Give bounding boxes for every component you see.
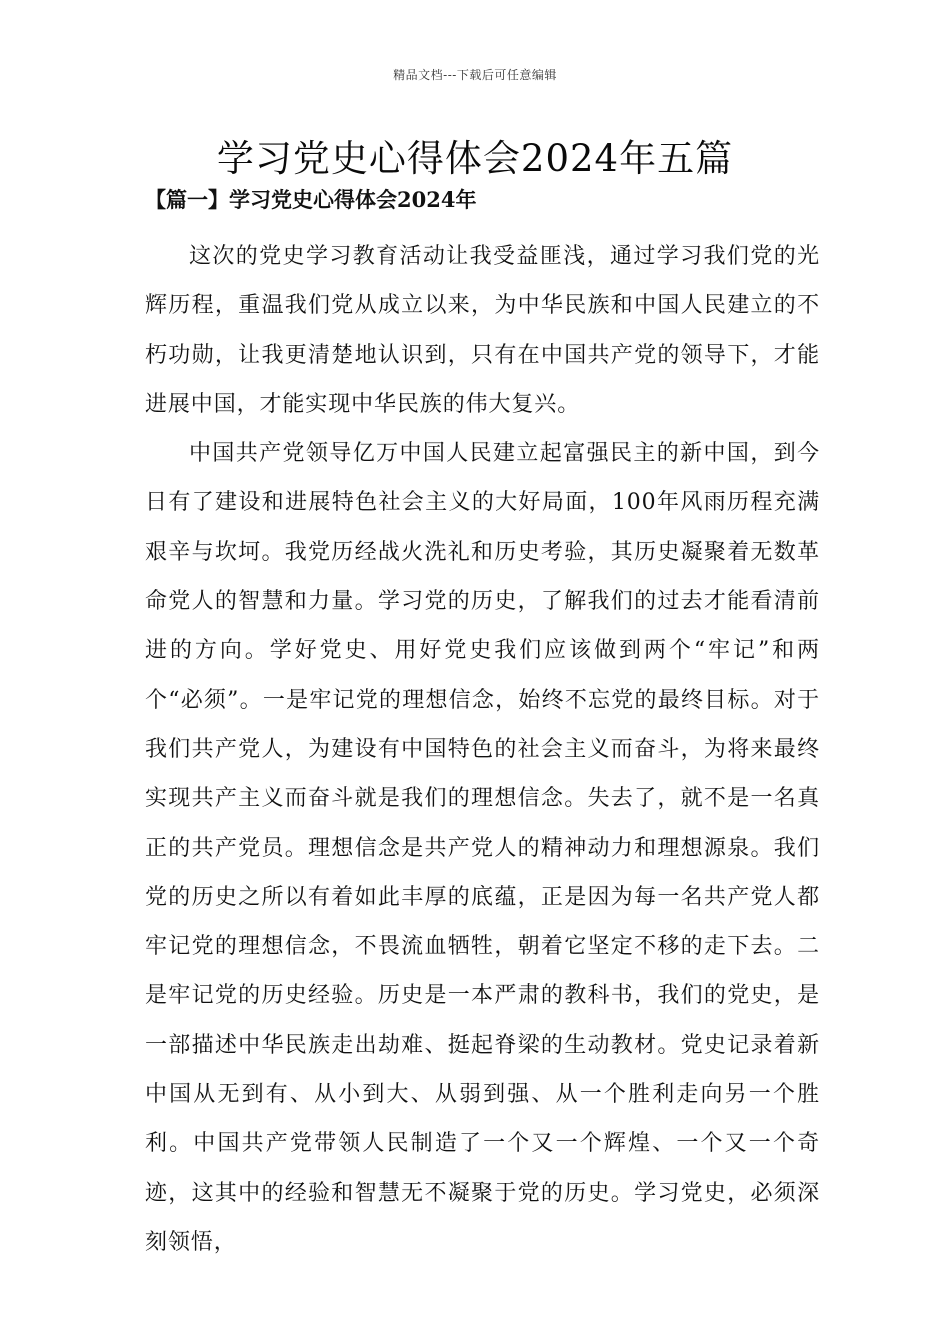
section-heading: 【篇一】学习党史心得体会2024年 — [145, 187, 477, 212]
header-note: 精品文档---下载后可任意编辑 — [393, 68, 557, 82]
paragraph: 这次的党史学习教育活动让我受益匪浅，通过学习我们党的光辉历程，重温我们党从成立以来，为中华民族和中国人民建立的不朽功勋，让我更清楚地认识到，只有在中国共产党的领导下，才能进展中国，才能实现中华民族的伟大复兴。 — [145, 244, 820, 417]
paragraph: 中国共产党领导亿万中国人民建立起富强民主的新中国，到今日有了建设和进展特色社会主义的大好局面，100年风雨历程充满艰辛与坎坷。我党历经战火洗礼和历史考验，其历史凝聚着无数革命党人的智慧和力量。学习党的历史，了解我们的过去才能看清前进的方向。学好党史、用好党史我们应该做到两个“牢记”和两个“必须”。一是牢记党的理想信念，始终不忘党的最终目标。对于我们共产党人，为建设有中国特色的社会主义而奋斗，为将来最终实现共产主义而奋斗就是我们的理想信念。失去了，就不是一名真正的共产党员。理想信念是共产党人的精神动力和理想源泉。我们党的历史之所以有着如此丰厚的底蕴，正是因为每一名共产党人都牢记党的理想信念，不畏流血牺牲，朝着它坚定不移的走下去。二是牢记党的历史经验。历史是一本严肃的教科书，我们的党史，是一部描述中华民族走出劫难、挺起脊梁的生动教材。党史记录着新中国从无到有、从小到大、从弱到强、从一个胜利走向另一个胜利。中国共产党带领人民制造了一个又一个辉煌、一个又一个奇迹，这其中的经验和智慧无不凝聚于党的历史。学习党史，必须深刻领悟， — [145, 441, 820, 1255]
document-title: 学习党史心得体会2024年五篇 — [216, 137, 734, 180]
body-text — [145, 232, 820, 1267]
